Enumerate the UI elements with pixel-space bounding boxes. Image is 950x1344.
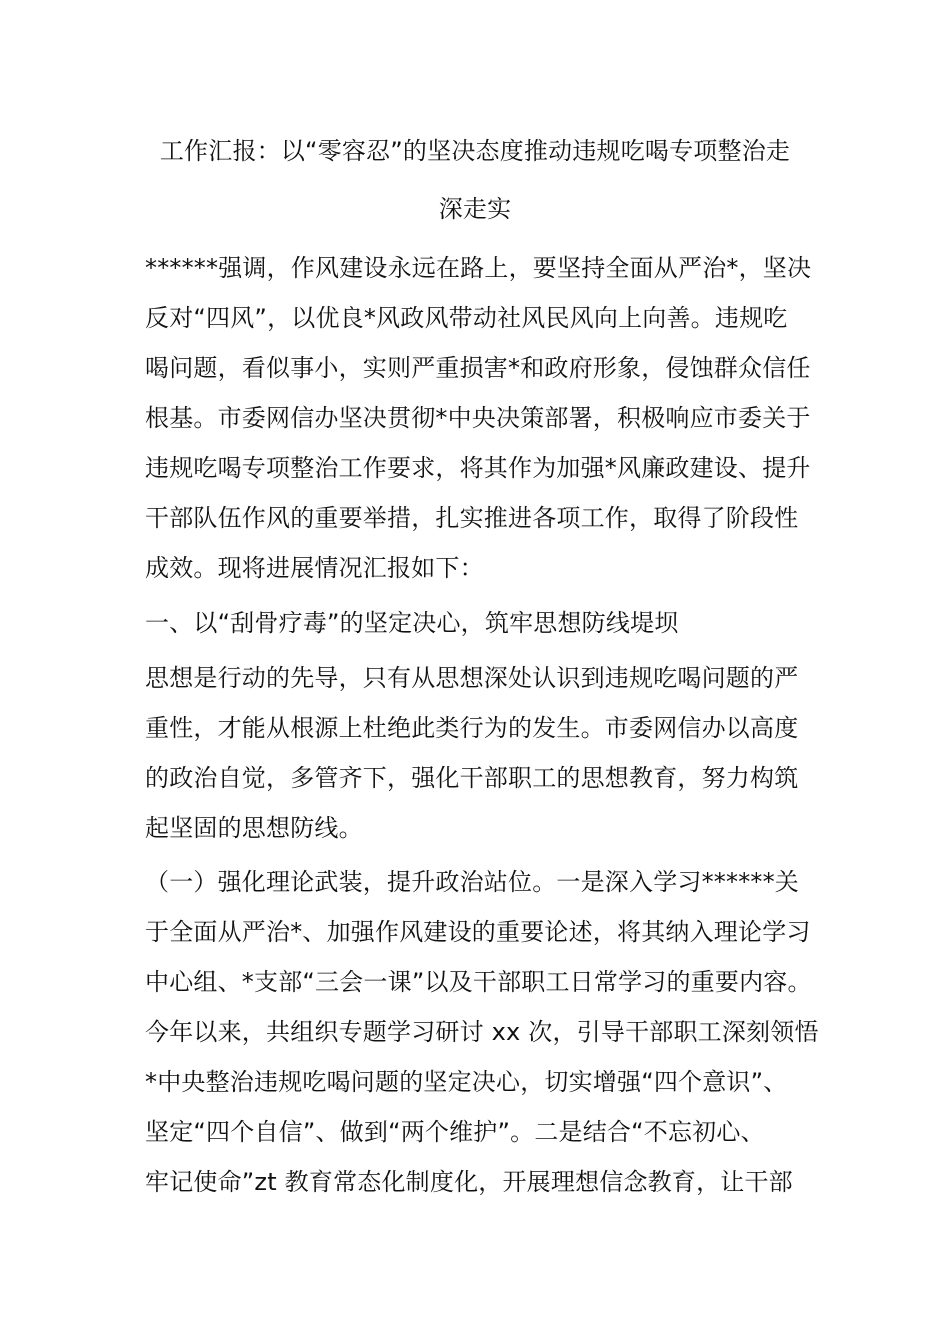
body-line-11: 的政治自觉，多管齐下，强化干部职工的思想教育，努力构筑 — [145, 764, 799, 792]
body-line-5: 违规吃喝专项整治工作要求，将其作为加强*风廉政建设、提升 — [145, 454, 811, 482]
body-line-4: 根基。市委网信办坚决贯彻*中央决策部署，积极响应市委关于 — [145, 404, 811, 432]
section-heading-1: 一、以“刮骨疗毒”的坚定决心，筑牢思想防线堤坝 — [145, 609, 679, 637]
body-line-7: 成效。现将进展情况汇报如下： — [145, 554, 484, 582]
body-line-10: 重性，才能从根源上杜绝此类行为的发生。市委网信办以高度 — [145, 714, 799, 742]
body-line-14: 于全面从严治*、加强作风建设的重要论述，将其纳入理论学习 — [145, 918, 811, 946]
body-line-18: 坚定“四个自信”、做到“两个维护”。二是结合“不忘初心、 — [145, 1118, 765, 1146]
document-title-line-2: 深走实 — [438, 195, 512, 223]
subsection-line-1: （一）强化理论武装，提升政治站位。一是深入学习******关 — [145, 868, 799, 896]
body-line-15: 中心组、*支部“三会一课”以及干部职工日常学习的重要内容。 — [145, 968, 812, 996]
body-line-9: 思想是行动的先导，只有从思想深处认识到违规吃喝问题的严 — [145, 664, 799, 692]
body-line-2: 反对“四风”，以优良*风政风带动社风民风向上向善。违规吃 — [145, 304, 788, 332]
body-line-17: *中央整治违规吃喝问题的坚定决心，切实增强“四个意识”、 — [145, 1068, 788, 1096]
body-line-16: 今年以来，共组织专题学习研讨 xx 次，引导干部职工深刻领悟 — [145, 1018, 819, 1046]
body-line-1: ******强调，作风建设永远在路上，要坚持全面从严治*，坚决 — [145, 254, 812, 282]
body-line-3: 喝问题，看似事小，实则严重损害*和政府形象，侵蚀群众信任 — [145, 354, 811, 382]
document-title-line-1: 工作汇报：以“零容忍”的坚决态度推动违规吃喝专项整治走 — [159, 137, 791, 165]
body-line-12: 起坚固的思想防线。 — [145, 814, 363, 842]
body-line-6: 干部队伍作风的重要举措，扎实推进各项工作，取得了阶段性 — [145, 504, 799, 532]
body-line-19: 牢记使命”zt 教育常态化制度化，开展理想信念教育，让干部 — [145, 1168, 793, 1196]
